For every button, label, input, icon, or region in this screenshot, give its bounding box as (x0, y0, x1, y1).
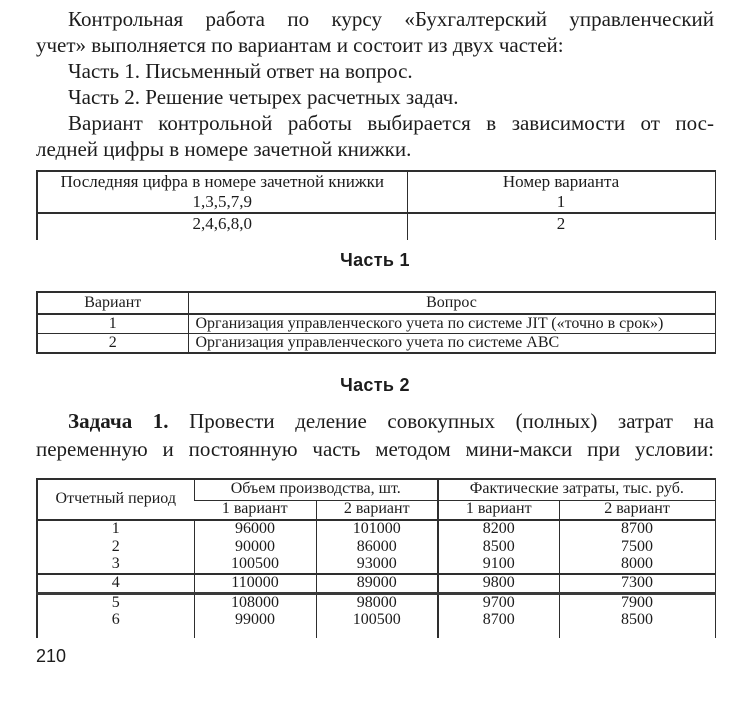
table-cell: Организация управленческого учета по системе ABC (188, 334, 715, 354)
table-cell: 8000 (559, 556, 715, 574)
column-header-variant-2: 2 вариант (316, 500, 438, 520)
table-cell: 9800 (438, 574, 559, 593)
table-cell: 1,3,5,7,9 (37, 192, 407, 213)
table-cell: 8500 (438, 538, 559, 556)
table-cell: 108000 (194, 593, 316, 611)
task-1-data-table (36, 478, 716, 638)
task-1-paragraph (36, 407, 714, 463)
table-row (37, 192, 715, 213)
intro-line-1: Контрольная работа по курсу «Бухгалтерский управленческий (68, 7, 714, 31)
part-1-question-table (36, 291, 716, 354)
table-cell: 7300 (559, 574, 715, 593)
table-cell: 99000 (194, 612, 316, 638)
intro-line-4: Часть 2. Решение четырех расчетных задач. (68, 85, 459, 109)
table-cell: 1 (37, 314, 188, 334)
table-cell: 101000 (316, 520, 438, 538)
column-header-period: Отчетный период (37, 479, 194, 520)
intro-line-5: Вариант контрольной работы выбирается в зависимости от пос- (68, 111, 714, 135)
task-1-text: Провести деление совокупных (полных) затрат на (189, 409, 715, 433)
column-header-last-digit: Последняя цифра в номере зачетной книжки (60, 172, 384, 191)
column-header-variant-2: 2 вариант (559, 500, 715, 520)
task-1-line-2: переменную и постоянную часть методом мини-макси при условии: (36, 437, 714, 461)
part-2-heading: Часть 2 (340, 375, 410, 395)
table-cell: 89000 (316, 574, 438, 593)
table-row (37, 213, 715, 240)
table-row (37, 556, 715, 574)
intro-line-6: ледней цифры в номере зачетной книжки. (36, 137, 412, 161)
column-header-question: Вопрос (188, 292, 715, 314)
table-header-row (37, 479, 715, 500)
table-cell: 8200 (438, 520, 559, 538)
table-row (37, 612, 715, 638)
intro-paragraph (36, 6, 714, 162)
table-row (37, 520, 715, 538)
table-cell: 86000 (316, 538, 438, 556)
table-cell: 93000 (316, 556, 438, 574)
column-group-costs: Фактические затраты, тыс. руб. (438, 479, 715, 500)
intro-line-2: учет» выполняется по вариантам и состоит из двух частей: (36, 33, 564, 57)
table-cell: 6 (111, 611, 120, 629)
column-header-variant-1: 1 вариант (438, 500, 559, 520)
task-1-label: Задача 1. (68, 409, 169, 433)
table-cell: 90000 (194, 538, 316, 556)
table-cell: Организация управленческого учета по системе JIT («точно в срок») (188, 314, 715, 334)
table-cell: 1 (407, 192, 715, 213)
table-cell: 7900 (559, 593, 715, 611)
table-cell: 3 (111, 555, 120, 573)
task-1-line-1 (36, 407, 714, 435)
table-cell: 8700 (559, 520, 715, 538)
intro-line-3: Часть 1. Письменный ответ на вопрос. (68, 59, 413, 83)
column-group-volume: Объем производства, шт. (194, 479, 438, 500)
table-cell: 98000 (316, 593, 438, 611)
table-cell: 8700 (438, 612, 559, 638)
table-cell: 9100 (438, 556, 559, 574)
table-header-row (37, 292, 715, 314)
table-cell: 110000 (194, 574, 316, 593)
table-row (37, 593, 715, 611)
page-number: 210 (36, 646, 67, 666)
table-cell: 9700 (438, 593, 559, 611)
table-cell: 4 (37, 574, 194, 593)
table-header-row (37, 171, 715, 192)
part-1-heading: Часть 1 (340, 250, 410, 270)
table-cell: 2,4,6,8,0 (192, 214, 252, 233)
column-header-variant-number: Номер варианта (407, 171, 715, 192)
table-row (37, 538, 715, 556)
column-header-variant: Вариант (37, 292, 188, 314)
table-cell: 2 (407, 213, 715, 240)
table-row (37, 334, 715, 354)
table-cell: 8500 (559, 612, 715, 638)
table-cell: 96000 (194, 520, 316, 538)
variant-mapping-table (36, 170, 716, 240)
table-row (37, 314, 715, 334)
table-cell: 5 (111, 593, 120, 611)
column-header-variant-1: 1 вариант (194, 500, 316, 520)
table-cell: 2 (111, 537, 120, 555)
table-cell: 100500 (316, 612, 438, 638)
table-cell: 7500 (559, 538, 715, 556)
table-cell: 1 (111, 520, 120, 538)
table-cell: 100500 (194, 556, 316, 574)
table-cell: 2 (37, 334, 188, 354)
table-row (37, 574, 715, 593)
